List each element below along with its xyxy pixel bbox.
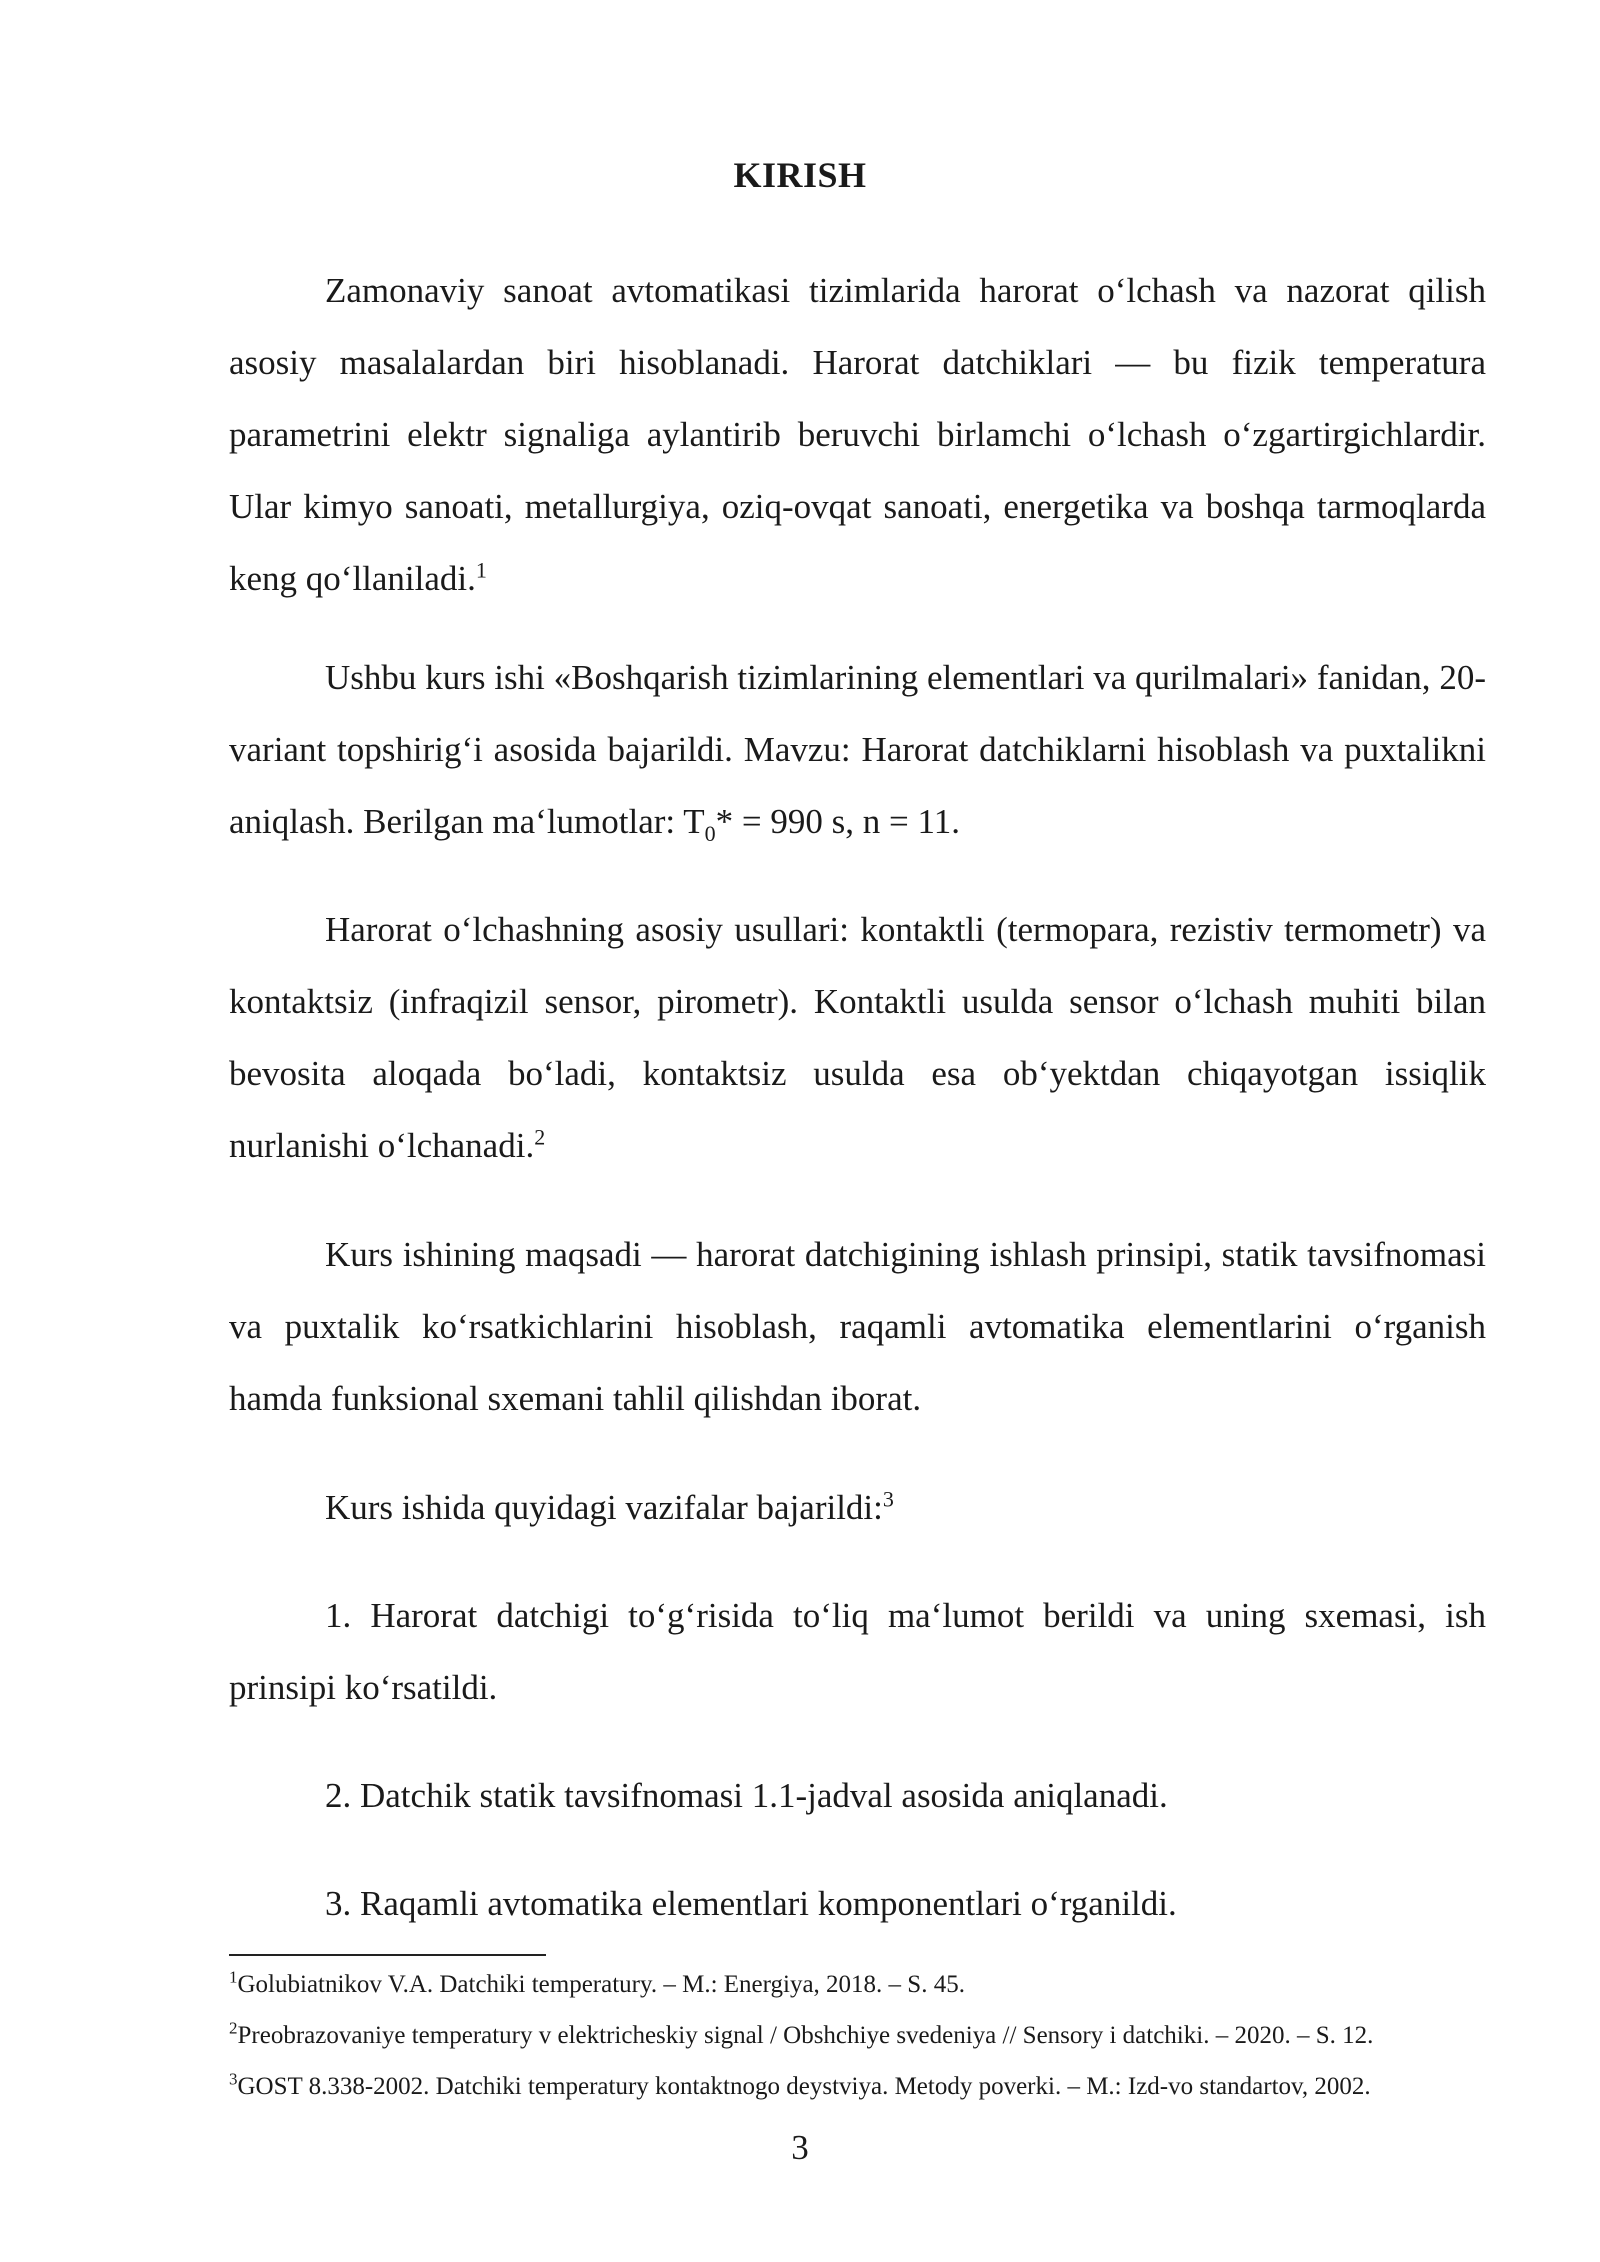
- footnote-2: $^2$Preobrazovaniye temperatury v elektricheskiy signal / Obshchiye svedeniya // Sensory i datchiki. – 2020. – S. 12.: [229, 2018, 1374, 2049]
- list-item-task-3: 3. Raqamli avtomatika elementlari komponentlari o‘rganildi.: [325, 1884, 1177, 1923]
- list-item-task-2: 2. Datchik statik tavsifnomasi 1.1-jadval asosida aniqlanadi.: [325, 1776, 1168, 1815]
- paragraph-goal: Kurs ishining maqsadi — harorat datchigining ishlash prinsipi, statik tavsifnomasi va puxtalik ko‘rsatkichlarini hisoblash, raqamli avtomatika elementlarini o‘rganish hamda funksional sxemani tahlil qilishdan iborat.: [229, 1235, 1486, 1418]
- footnote-ref-2: 2: [534, 1124, 546, 1150]
- paragraph-assignment: Ushbu kurs ishi «Boshqarish tizimlarining elementlari va qurilmalari» fanidan, 20-variant topshirig‘i asosida bajarildi. Mavzu: Harorat datchiklarni hisoblash va puxtalikni aniqlash. Berilgan ma‘lumotlar: $T_0* = 990$ s, n = 11.: [229, 658, 1486, 846]
- footnote-3: $^3$GOST 8.338-2002. Datchiki temperatury kontaktnogo deystviya. Metody poverki. – M.: Izd-vo standartov, 2002.: [229, 2069, 1371, 2100]
- page-number: 3: [791, 2128, 809, 2167]
- list-item-task-1: 1. Harorat datchigi to‘g‘risida to‘liq ma‘lumot berildi va uning sxemasi, ish prinsipi ko‘rsatildi.: [229, 1596, 1486, 1707]
- subscript-zero: 0: [704, 821, 716, 846]
- section-title: KIRISH: [733, 155, 867, 195]
- footnote-ref-3: 3: [882, 1486, 894, 1512]
- paragraph-intro: Zamonaviy sanoat avtomatikasi tizimlarida harorat o‘lchash va nazorat qilish asosiy masalalardan biri hisoblanadi. Harorat datchiklari — bu fizik temperatura parametrini elektr signaliga aylantirib beruvchi birlamchi o‘lchash o‘zgartirgichlardir. Ular kimyo sanoati, metallurgiya, oziq-ovqat sanoati, energetika va boshqa tarmoqlarda keng qo‘llaniladi.$^1$: [229, 271, 1486, 598]
- footnote-ref-1: 1: [475, 557, 487, 583]
- paragraph-methods: Harorat o‘lchashning asosiy usullari: kontaktli (termopara, rezistiv termometr) va kontaktsiz (infraqizil sensor, pirometr). Kontaktli usulda sensor o‘lchash muhiti bilan bevosita aloqada bo‘ladi, kontaktsiz usulda esa ob‘yektdan chiqayotgan issiqlik nurlanishi o‘lchanadi.$^2$: [229, 910, 1486, 1165]
- footnote-1: $^1$Golubiatnikov V.A. Datchiki temperatury. – M.: Energiya, 2018. – S. 45.: [229, 1967, 965, 1998]
- footnote-separator: [229, 1954, 546, 1956]
- paragraph-tasks-intro: Kurs ishida quyidagi vazifalar bajarildi:$^3$: [325, 1486, 894, 1527]
